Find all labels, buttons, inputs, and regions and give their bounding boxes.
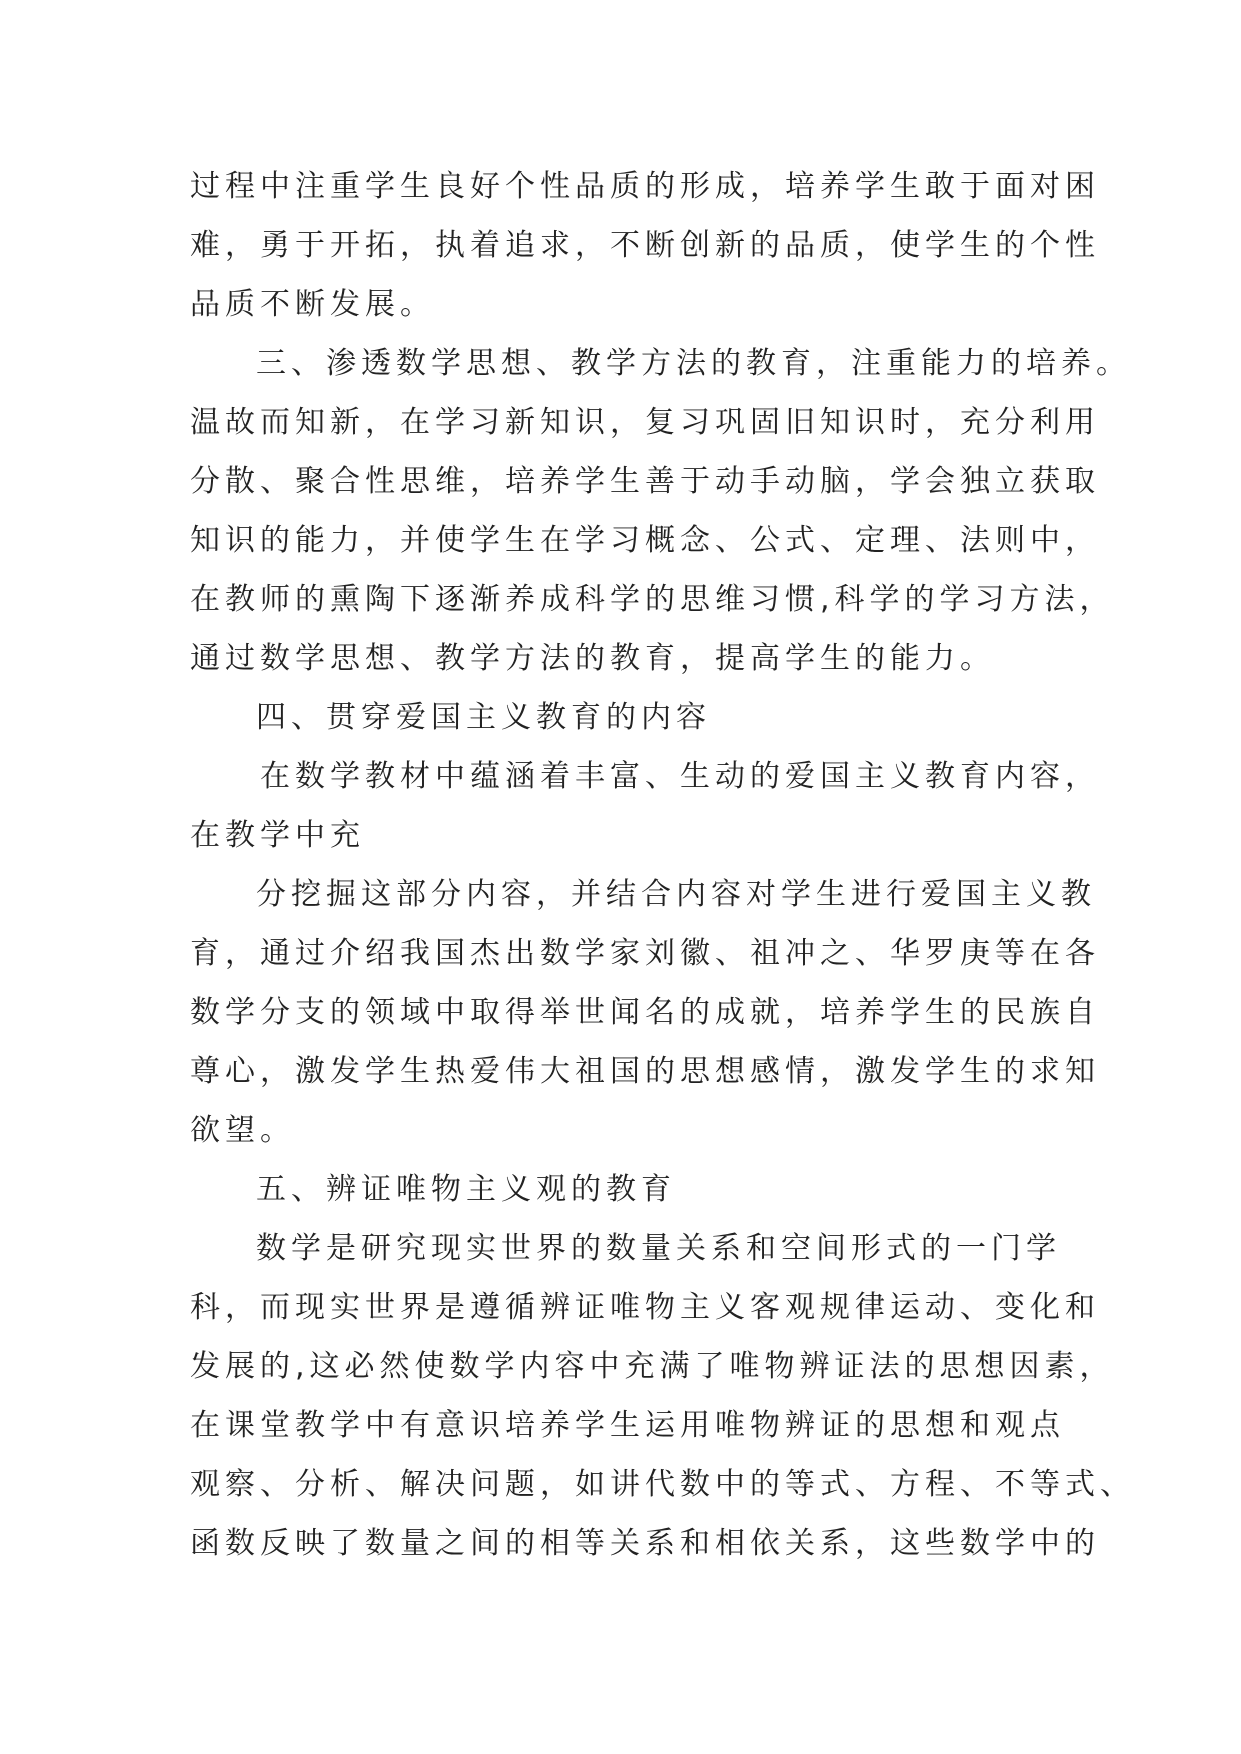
text-line: 欲望。 (190, 1113, 295, 1148)
text-line: 在教师的熏陶下逐渐养成科学的思维习惯,科学的学习方法， (190, 582, 1115, 617)
text-line: 数学分支的领域中取得举世闻名的成就，培养学生的民族自 (190, 995, 1100, 1030)
text-line: 品质不断发展。 (190, 287, 435, 322)
text-line: 尊心，激发学生热爱伟大祖国的思想感情，激发学生的求知 (190, 1054, 1100, 1089)
section-heading-3: 三、渗透数学思想、教学方法的教育，注重能力的培养。 (256, 346, 1131, 381)
text-line: 过程中注重学生良好个性品质的形成，培养学生敢于面对困 (190, 169, 1100, 204)
section-heading-4: 四、贯穿爱国主义教育的内容 (256, 700, 711, 735)
text-line: 数学是研究现实世界的数量关系和空间形式的一门学 (256, 1231, 1061, 1266)
text-line: 分挖掘这部分内容，并结合内容对学生进行爱国主义教 (256, 877, 1096, 912)
text-line: 通过数学思想、教学方法的教育，提高学生的能力。 (190, 641, 995, 676)
text-line: 难，勇于开拓，执着追求，不断创新的品质，使学生的个性 (190, 228, 1100, 263)
text-line: 温故而知新，在学习新知识，复习巩固旧知识时，充分利用 (190, 405, 1100, 440)
text-line: 函数反映了数量之间的相等关系和相依关系，这些数学中的 (190, 1526, 1100, 1561)
text-line: 在数学教材中蕴涵着丰富、生动的爱国主义教育内容， (260, 759, 1100, 794)
text-line: 知识的能力，并使学生在学习概念、公式、定理、法则中， (190, 523, 1100, 558)
text-line: 分散、聚合性思维，培养学生善于动手动脑，学会独立获取 (190, 464, 1100, 499)
text-line: 育，通过介绍我国杰出数学家刘徽、祖冲之、华罗庚等在各 (190, 936, 1100, 971)
text-line: 科，而现实世界是遵循辨证唯物主义客观规律运动、变化和 (190, 1290, 1100, 1325)
body-text (190, 157, 1135, 1573)
text-line: 在教学中充 (190, 818, 365, 853)
text-line: 观察、分析、解决问题，如讲代数中的等式、方程、不等式、 (190, 1467, 1135, 1502)
text-line: 发展的,这必然使数学内容中充满了唯物辨证法的思想因素， (190, 1349, 1115, 1384)
text-line: 在课堂教学中有意识培养学生运用唯物辨证的思想和观点 (190, 1408, 1065, 1443)
section-heading-5: 五、辨证唯物主义观的教育 (256, 1172, 676, 1207)
